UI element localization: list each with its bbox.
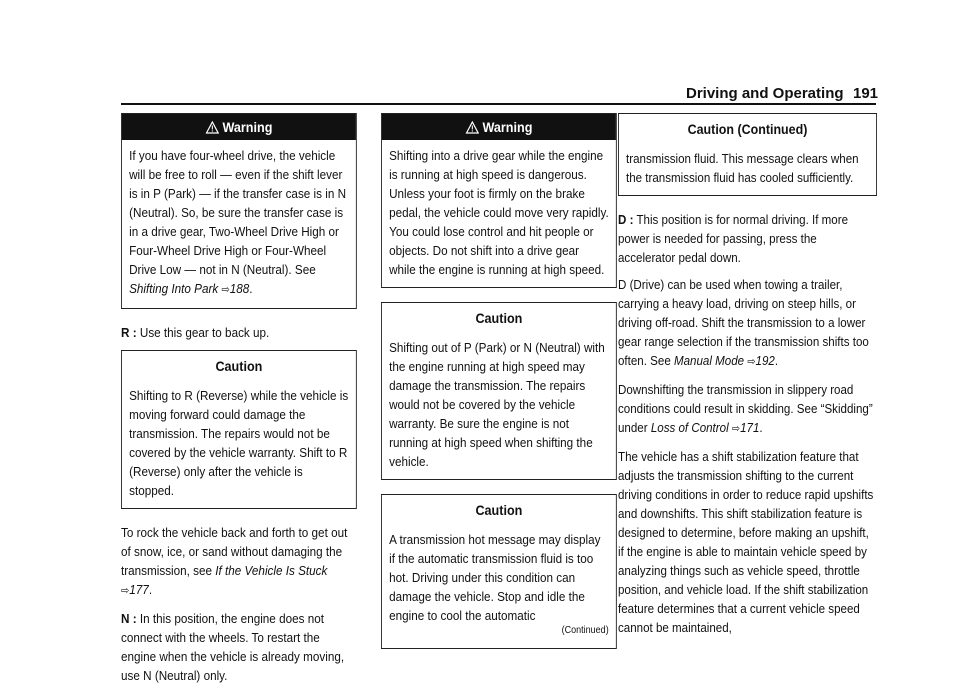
- caution-box: [121, 350, 357, 509]
- gear-label-n: N :: [121, 611, 137, 626]
- column-1: [121, 113, 357, 693]
- reference-arrow-icon: ⇨: [121, 585, 130, 597]
- drive-text: D (Drive) can be used when towing a trailer, carrying a heavy load, driving on steep hills, or driving off-road. Shift the transmission to a lower gear range selection if the transmission shifts too often. See: [618, 277, 869, 368]
- rock-paragraph: [121, 523, 357, 601]
- punct: .: [249, 281, 253, 296]
- reference-arrow-icon: ⇨: [731, 423, 741, 435]
- rock-text: To rock the vehicle back and forth to get out of snow, ice, or sand without damaging the transmission, see: [121, 525, 348, 578]
- n-text: In this position, the engine does not connect with the wheels. To restart the engine when the vehicle is already moving, use N (Neutral) only.: [121, 611, 345, 683]
- warning-body: [122, 140, 356, 308]
- r-text: Use this gear to back up.: [139, 325, 270, 340]
- page-ref[interactable]: 171: [740, 420, 760, 435]
- r-paragraph: [121, 323, 357, 342]
- page-ref[interactable]: 192: [755, 353, 775, 368]
- d-paragraph: [618, 210, 877, 267]
- caution-title: Caution: [475, 502, 523, 518]
- stabilization-paragraph: The vehicle has a shift stabilization feature that adjusts the transmission shifting to the current driving conditions in order to reduce rapid upshifts and downshifts. This shift stabilization feature is designed to determine, before making an upshift, if the engine is able to maintain vehicle speed by analyzing things such as vehicle speed, throttle position, and vehicle load. If the shift stabilization feature determines that a current vehicle speed cannot be maintained,: [618, 449, 874, 635]
- drive-paragraph: [618, 275, 877, 372]
- section-title: Driving and Operating: [686, 85, 844, 102]
- warning-text: Shifting into a drive gear while the engine is running at high speed is dangerous. Unless your foot is firmly on the brake pedal, the vehicle could move very rapidly. You could lose control and hit people or objects. Do not shift into a drive gear while the engine is running at high speed.: [389, 148, 609, 277]
- warning-triangle-icon: [205, 121, 219, 134]
- header-rule: [121, 103, 876, 105]
- continued-note: (Continued): [561, 625, 609, 636]
- caution-box: [381, 302, 617, 480]
- punct: .: [759, 420, 763, 435]
- cross-ref-link[interactable]: Loss of Control: [650, 420, 729, 435]
- warning-title: Warning: [222, 119, 273, 135]
- cross-ref-link[interactable]: If the Vehicle Is Stuck: [215, 563, 328, 578]
- warning-header: [122, 114, 356, 140]
- reference-arrow-icon: ⇨: [747, 356, 756, 368]
- caution-title: Caution: [215, 358, 263, 374]
- caution-text: Shifting out of P (Park) or N (Neutral) with the engine running at high speed may damage the transmission. The repairs would not be covered by the vehicle warranty. Be sure the engine is not running at high speed when shifting the vehicle.: [389, 340, 605, 469]
- punct: .: [148, 582, 153, 597]
- page-number: 191: [853, 85, 879, 102]
- caution-body: [382, 524, 616, 648]
- reference-arrow-icon: ⇨: [221, 284, 230, 296]
- caution-title: Caution (Continued): [687, 121, 808, 137]
- gear-label-r: R :: [121, 325, 137, 340]
- page-ref[interactable]: 177: [129, 582, 149, 597]
- caution-title: Caution: [475, 310, 523, 326]
- warning-text: If you have four-wheel drive, the vehicle will be free to roll — even if the shift lever is in P (Park) — if the transfer case is in N (Neutral). So, be sure the transfer case is in a drive gear, Two-Wheel Drive High or Four-Wheel Drive High or Four-Wheel Drive Low — not in N (Neutral). See: [129, 148, 347, 277]
- caution-box: [381, 494, 617, 649]
- warning-header: [382, 114, 616, 140]
- cross-ref-link[interactable]: Manual Mode: [673, 353, 745, 368]
- gear-label-d: D :: [618, 212, 634, 227]
- warning-box: [381, 113, 617, 288]
- column-3: [618, 113, 877, 645]
- d-text: This position is for normal driving. If more power is needed for passing, press the accelerator pedal down.: [618, 212, 849, 265]
- warning-title: Warning: [482, 119, 533, 135]
- caution-text: A transmission hot message may display if the automatic transmission fluid is too hot. Driving under this condition can damage the vehicle. Stop and idle the engine to cool the automatic: [389, 532, 601, 623]
- warning-triangle-icon: [465, 121, 479, 134]
- downshift-paragraph: [618, 380, 877, 439]
- caution-text: transmission fluid. This message clears when the transmission fluid has cooled sufficiently.: [626, 151, 859, 185]
- column-2: [381, 113, 617, 663]
- page-ref[interactable]: 188: [229, 281, 250, 296]
- punct: .: [774, 353, 779, 368]
- n-paragraph: [121, 609, 357, 685]
- caution-continued-box: [618, 113, 877, 196]
- cross-ref-link[interactable]: Shifting Into Park: [129, 281, 219, 296]
- warning-box: [121, 113, 357, 309]
- caution-text: Shifting to R (Reverse) while the vehicle is moving forward could damage the transmission. The repairs would not be covered by the vehicle warranty. Shift to R (Reverse) only after the vehicle is stopped.: [129, 388, 349, 498]
- downshift-text: Downshifting the transmission in slippery road conditions could result in skidding. See “Skidding” under: [618, 382, 873, 435]
